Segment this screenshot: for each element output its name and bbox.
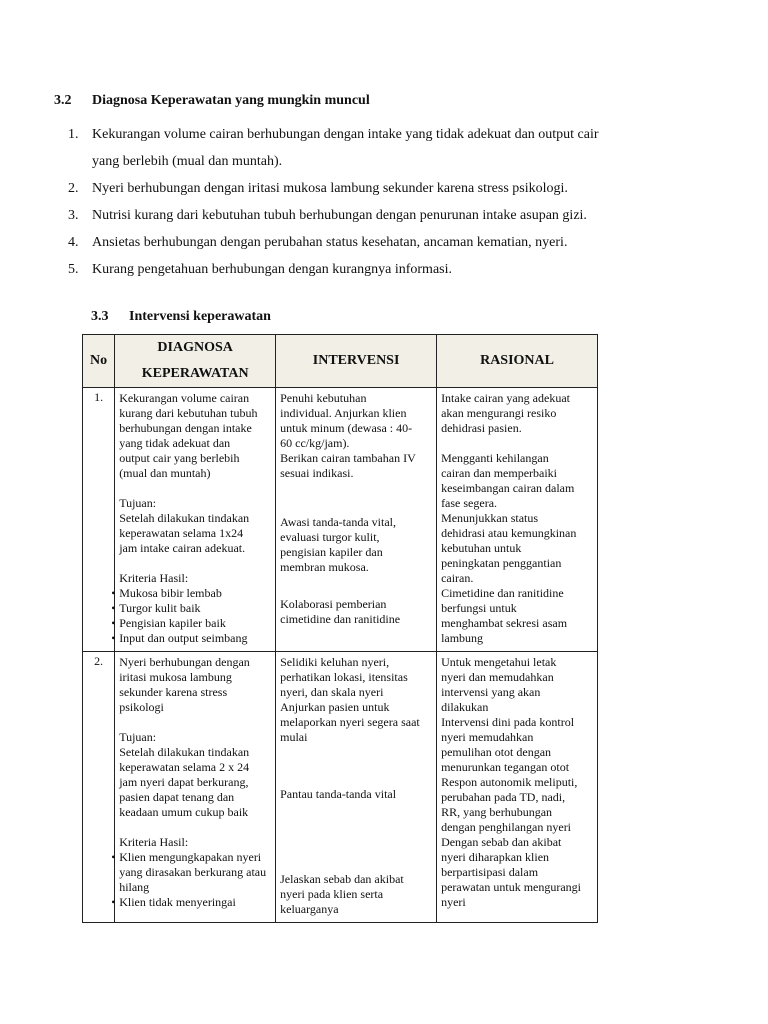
diagnosa-content (116, 653, 274, 914)
cell-line: evaluasi turgor kulit, (280, 530, 380, 544)
spacer (280, 481, 432, 515)
cell-line: perhatikan lokasi, itensitas (280, 670, 408, 684)
header-rasional: RASIONAL (437, 335, 598, 388)
cell-line: peningkatan penggantian (441, 556, 562, 570)
cell-line: keadaan umum cukup baik (119, 805, 249, 819)
cell-line: Anjurkan pasien untuk (280, 700, 390, 714)
cell-line: Pantau tanda-tanda vital (280, 787, 397, 801)
row-number: 1. (83, 388, 115, 652)
section-title: Intervensi keperawatan (129, 309, 271, 324)
intervention-table (82, 334, 598, 923)
diagnosis-list (68, 121, 688, 283)
section-title: Diagnosa Keperawatan yang mungkin muncul (92, 93, 370, 108)
cell-line: keperawatan selama 2 x 24 (119, 760, 250, 774)
cell-line: Setelah dilakukan tindakan (119, 511, 250, 525)
kriteria-item: • Pengisian kapiler baik (119, 616, 271, 631)
cell-line: menurunkan tegangan otot (441, 760, 570, 774)
cell-line: Cimetidine dan ranitidine (441, 586, 564, 600)
table-row (83, 652, 598, 923)
header-text: KEPERAWATAN (141, 366, 249, 381)
cell-line: cairan dan memperbaiki (441, 466, 558, 480)
section-heading-3-3 (91, 309, 271, 325)
cell-line: cimetidine dan ranitidine (280, 612, 401, 626)
tujuan-label: Tujuan: (119, 730, 157, 744)
table-row (83, 388, 598, 652)
cell-line: akan mengurangi resiko (441, 406, 557, 420)
header-diagnosa (115, 335, 276, 388)
kriteria-label: Kriteria Hasil: (119, 571, 189, 585)
intervensi-cell (276, 388, 437, 652)
spacer (280, 802, 432, 872)
section-number: 3.3 (91, 309, 109, 324)
cell-line: Kolaborasi pemberian (280, 597, 387, 611)
cell-line: untuk minum (dewasa : 40- (280, 421, 413, 435)
cell-line: nyeri dan memudahkan (441, 670, 554, 684)
cell-line: nyeri pada klien serta (280, 887, 384, 901)
cell-line: Berikan cairan tambahan IV (280, 451, 416, 465)
cell-line: Respon autonomik meliputi, (441, 775, 578, 789)
cell-line: Intervensi dini pada kontrol (441, 715, 575, 729)
cell-line (441, 436, 593, 451)
cell-line: dilakukan (441, 700, 489, 714)
cell-line: dehidrasi pasien. (441, 421, 522, 435)
cell-line: kebutuhan untuk (441, 541, 522, 555)
list-item (68, 229, 688, 256)
cell-line: dehidrasi atau kemungkinan (441, 526, 577, 540)
cell-line: Jelaskan sebab dan akibat (280, 872, 404, 886)
cell-line: membran mukosa. (280, 560, 369, 574)
header-intervensi: INTERVENSI (276, 335, 437, 388)
row-number: 2. (83, 652, 115, 923)
cell-line: nyeri memudahkan (441, 730, 534, 744)
cell-line: Setelah dilakukan tindakan (119, 745, 250, 759)
spacer (119, 820, 271, 835)
cell-line: perawatan untuk mengurangi (441, 880, 582, 894)
list-number: 5. (68, 262, 79, 277)
cell-line: pasien dapat tenang dan (119, 790, 235, 804)
rasional-content (438, 389, 596, 650)
diagnosa-cell (115, 388, 276, 652)
list-text (92, 121, 688, 175)
kriteria-item: • Klien mengungkapakan nyeri yang dirasakan berkurang atau hilang (119, 850, 271, 895)
rasional-cell (437, 652, 598, 923)
list-item (68, 175, 688, 202)
cell-line: keseimbangan cairan dalam (441, 481, 575, 495)
section-number: 3.2 (54, 93, 72, 108)
list-number: 1. (68, 127, 79, 142)
kriteria-list (119, 586, 271, 646)
list-item (68, 121, 688, 175)
cell-line: individual. Anjurkan klien (280, 406, 407, 420)
cell-line: Selidiki keluhan nyeri, (280, 655, 390, 669)
cell-line: Penuhi kebutuhan (280, 391, 367, 405)
list-text: Nutrisi kurang dari kebutuhan tubuh berhubungan dengan penurunan intake asupan gizi. (92, 208, 587, 223)
list-number: 4. (68, 235, 79, 250)
spacer (119, 715, 271, 730)
list-item (68, 202, 688, 229)
cell-line: menghambat sekresi asam (441, 616, 568, 630)
header-text: DIAGNOSA (157, 340, 233, 355)
kriteria-item: • Input dan output seimbang (119, 631, 271, 646)
cell-line: berhubungan dengan intake (119, 421, 252, 435)
cell-line: output cair yang berlebih (119, 451, 240, 465)
kriteria-item: • Turgor kulit baik (119, 601, 271, 616)
cell-line: melaporkan nyeri segera saat (280, 715, 420, 729)
cell-line: berpartisipasi dalam (441, 865, 539, 879)
spacer (280, 745, 432, 787)
table-header-row (83, 335, 598, 388)
cell-line: sesuai indikasi. (280, 466, 354, 480)
cell-line: sekunder karena stress (119, 685, 228, 699)
cell-line: Menunjukkan status (441, 511, 539, 525)
cell-line: psikologi (119, 700, 164, 714)
cell-line: Untuk mengetahui letak (441, 655, 557, 669)
cell-line: Intake cairan yang adekuat (441, 391, 570, 405)
spacer (119, 556, 271, 571)
cell-line: nyeri, dan skala nyeri (280, 685, 384, 699)
kriteria-item: • Klien tidak menyeringai (119, 895, 271, 910)
list-item (68, 256, 688, 283)
cell-line: berfungsi untuk (441, 601, 517, 615)
cell-line: keperawatan selama 1x24 (119, 526, 244, 540)
cell-line: dengan penghilangan nyeri (441, 820, 572, 834)
diagnosa-content (116, 389, 274, 650)
rasional-content (438, 653, 596, 914)
list-text-line: yang berlebih (mual dan muntah). (92, 154, 283, 169)
cell-line: RR, yang berhubungan (441, 805, 553, 819)
spacer (119, 481, 271, 496)
cell-line: Dengan sebab dan akibat (441, 835, 562, 849)
list-number: 2. (68, 181, 79, 196)
cell-line: jam nyeri dapat berkurang, (119, 775, 249, 789)
cell-line: cairan. (441, 571, 474, 585)
kriteria-item: • Mukosa bibir lembab (119, 586, 271, 601)
cell-line: lambung (441, 631, 484, 645)
list-text-line: Kekurangan volume cairan berhubungan dengan intake yang tidak adekuat dan output cair (92, 127, 599, 142)
cell-line: fase segera. (441, 496, 498, 510)
kriteria-list (119, 850, 271, 910)
cell-line: Kekurangan volume cairan (119, 391, 250, 405)
cell-line: keluarganya (280, 902, 339, 916)
rasional-cell (437, 388, 598, 652)
cell-line: perubahan pada TD, nadi, (441, 790, 566, 804)
cell-line: 60 cc/kg/jam). (280, 436, 350, 450)
list-text: Ansietas berhubungan dengan perubahan status kesehatan, ancaman kematian, nyeri. (92, 235, 568, 250)
cell-line: Mengganti kehilangan (441, 451, 549, 465)
intervensi-content (277, 653, 435, 921)
cell-line: pengisian kapiler dan (280, 545, 383, 559)
cell-line: nyeri diharapkan klien (441, 850, 550, 864)
cell-line: intervensi yang akan (441, 685, 541, 699)
diagnosa-cell (115, 652, 276, 923)
cell-line: mulai (280, 730, 308, 744)
cell-line: kurang dari kebutuhan tubuh (119, 406, 258, 420)
cell-line: Nyeri berhubungan dengan (119, 655, 250, 669)
tujuan-label: Tujuan: (119, 496, 157, 510)
cell-line: yang tidak adekuat dan (119, 436, 231, 450)
spacer (280, 575, 432, 597)
cell-line: nyeri (441, 895, 466, 909)
cell-line: jam intake cairan adekuat. (119, 541, 246, 555)
cell-line: pemulihan otot dengan (441, 745, 552, 759)
cell-line: (mual dan muntah) (119, 466, 211, 480)
cell-line: Awasi tanda-tanda vital, (280, 515, 396, 529)
list-text: Nyeri berhubungan dengan iritasi mukosa lambung sekunder karena stress psikologi. (92, 181, 568, 196)
cell-line: iritasi mukosa lambung (119, 670, 232, 684)
intervensi-cell (276, 652, 437, 923)
intervensi-content (277, 389, 435, 631)
list-number: 3. (68, 208, 79, 223)
section-heading-3-2 (54, 93, 370, 109)
list-text: Kurang pengetahuan berhubungan dengan kurangnya informasi. (92, 262, 452, 277)
header-no: No (83, 335, 115, 388)
kriteria-label: Kriteria Hasil: (119, 835, 189, 849)
